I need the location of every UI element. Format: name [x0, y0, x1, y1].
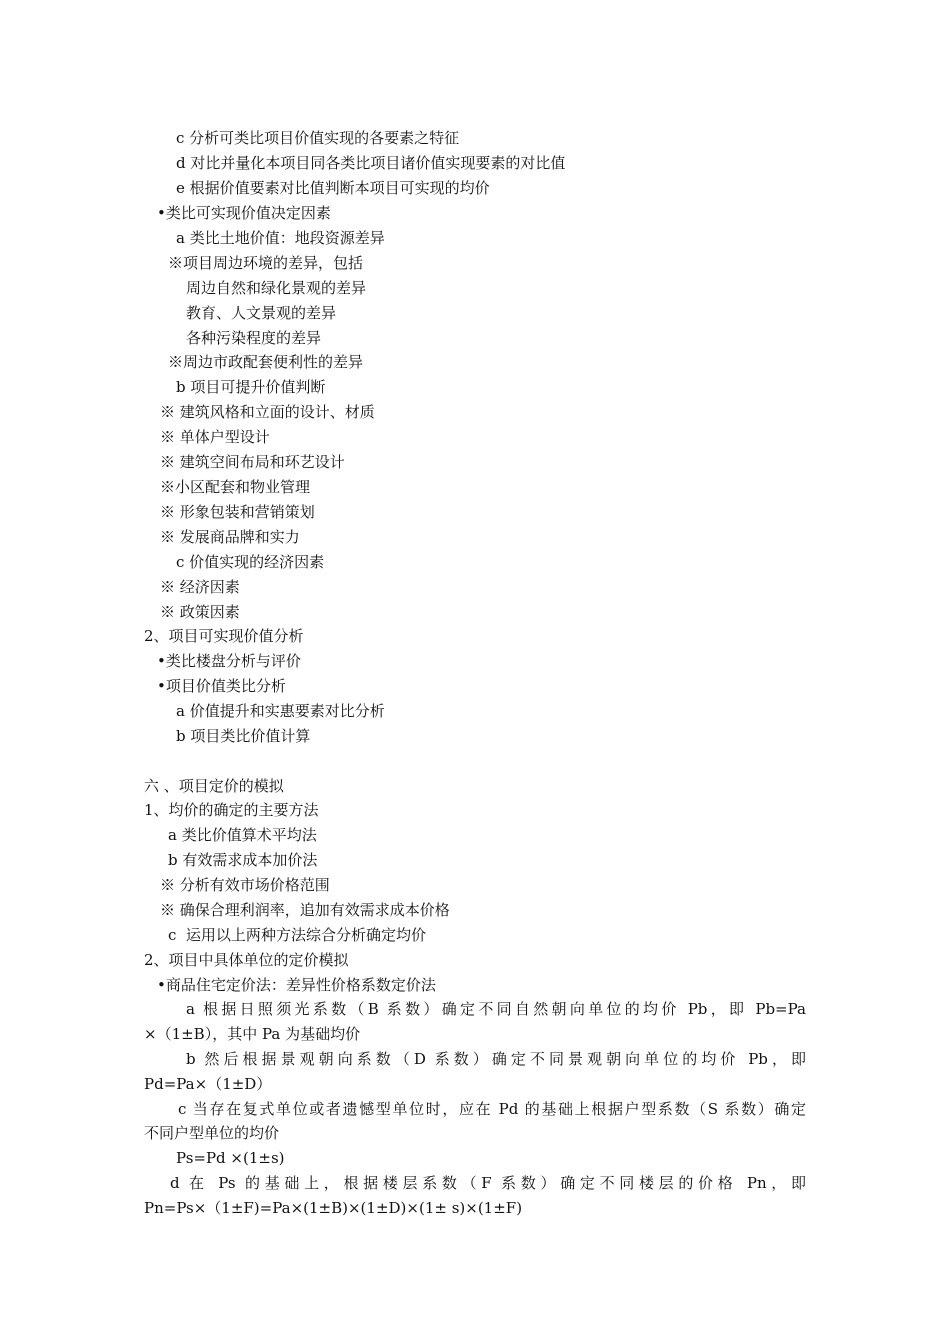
text-line: ※ 单体户型设计 [160, 428, 270, 446]
paragraph-line: 不同户型单位的均价 [144, 1124, 280, 1142]
paragraph-line: d 在 Ps 的基础上，根据楼层系数（F 系数）确定不同楼层的价格 Pn，即 [170, 1174, 806, 1192]
text-line: ※ 分析有效市场价格范围 [160, 876, 330, 894]
text-line: ※ 建筑空间布局和环艺设计 [160, 453, 345, 471]
text-line: ※ 政策因素 [160, 603, 240, 621]
text-line: •类比楼盘分析与评价 [157, 652, 301, 670]
text-line: ※项目周边环境的差异，包括 [168, 254, 364, 272]
text-line: 2、项目中具体单位的定价模拟 [144, 951, 349, 969]
text-line: •类比可实现价值决定因素 [157, 204, 331, 222]
text-line: a 价值提升和实惠要素对比分析 [176, 702, 385, 720]
text-line: 各种污染程度的差异 [186, 329, 322, 347]
paragraph-line: Pd=Pa×（1±D） [144, 1075, 272, 1093]
formula-line: Ps=Pd ×(1±s) [176, 1149, 285, 1167]
text-line: ※ 经济因素 [160, 578, 240, 596]
text-line: b 有效需求成本加价法 [168, 851, 318, 869]
text-line: •项目价值类比分析 [157, 677, 286, 695]
paragraph-line: b 然后根据景观朝向系数（D 系数）确定不同景观朝向单位的均价 Pb，即 [186, 1050, 806, 1068]
text-line: 2、项目可实现价值分析 [144, 627, 304, 645]
text-line: e 根据价值要素对比值判断本项目可实现的均价 [176, 179, 490, 197]
text-line: d 对比并量化本项目同各类比项目诸价值实现要素的对比值 [176, 154, 566, 172]
text-line: ※ 确保合理利润率，追加有效需求成本价格 [160, 901, 450, 919]
paragraph-line: a 根据日照须光系数（B 系数）确定不同自然朝向单位的均价 Pb，即 Pb=Pa [186, 1000, 806, 1018]
text-line: 教育、人文景观的差异 [186, 304, 337, 322]
formula-line: Pn=Ps×（1±F)=Pa×(1±B)×(1±D)×(1± s)×(1±F) [144, 1199, 523, 1217]
text-line: b 项目类比价值计算 [176, 727, 311, 745]
text-line: a 类比土地价值：地段资源差异 [176, 229, 385, 247]
text-line: c 价值实现的经济因素 [176, 553, 325, 571]
text-line: c 运用以上两种方法综合分析确定均价 [168, 926, 426, 944]
text-line: a 类比价值算术平均法 [168, 826, 317, 844]
text-line: •商品住宅定价法：差异性价格系数定价法 [157, 976, 436, 994]
paragraph-line: ×（1±B），其中 Pa 为基础均价 [144, 1025, 361, 1043]
paragraph-line: c 当存在复式单位或者遗憾型单位时，应在 Pd 的基础上根据户型系数（S 系数）确定 [178, 1100, 806, 1118]
text-line: ※周边市政配套便利性的差异 [168, 353, 364, 371]
text-line: ※ 形象包装和营销策划 [160, 503, 315, 521]
text-line: ※ 发展商品牌和实力 [160, 528, 300, 546]
text-line: b 项目可提升价值判断 [176, 378, 326, 396]
text-line: 1、均价的确定的主要方法 [144, 801, 319, 819]
text-line: 周边自然和绿化景观的差异 [186, 279, 367, 297]
section-heading: 六 、项目定价的模拟 [144, 777, 284, 795]
text-line: ※ 建筑风格和立面的设计、材质 [160, 403, 375, 421]
text-line: ※小区配套和物业管理 [160, 478, 311, 496]
text-line: c 分析可类比项目价值实现的各要素之特征 [176, 129, 460, 147]
